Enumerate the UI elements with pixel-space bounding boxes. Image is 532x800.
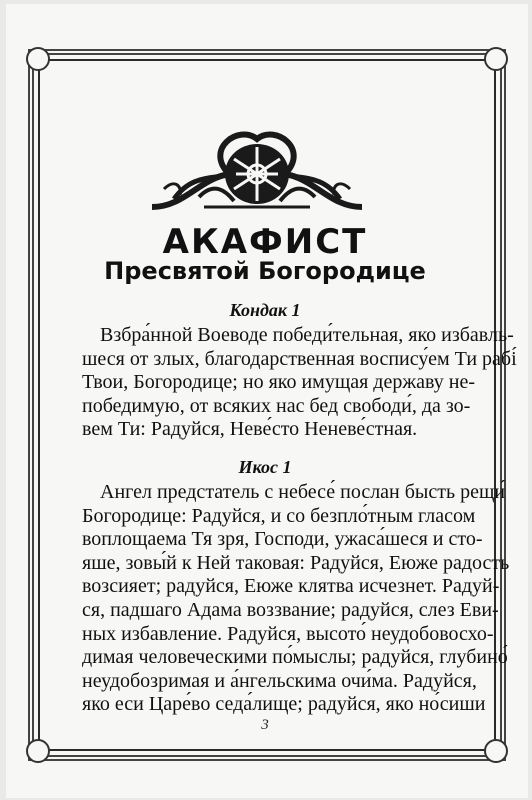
corner-ornament — [484, 47, 508, 71]
text-line: ся, падшаго Адама воззвание; радуйся, слез Еви- — [82, 598, 499, 621]
corner-ornament — [26, 47, 50, 71]
text-line: возсияет; радуйся, Еюже клятва исчезнет. Радуй- — [82, 575, 500, 598]
corner-ornament — [26, 739, 50, 763]
text-line: ных избавление. Радуйся, высото́ неудобовосхо- — [82, 622, 494, 645]
text-line: победимую, от всяких нас бед свободи́, да зо- — [82, 394, 471, 417]
text-line: Ангел предстатель с небесе́ послан бысть рещи́ — [100, 481, 506, 503]
text-line: яко еси Царе́во седа́лище; радуйся, яко но́сиши — [82, 693, 486, 716]
section-text-ikos — [82, 481, 510, 717]
section-text-kondak — [82, 324, 517, 442]
text-line: димая человеческими по́мыслы; радуйся, глубино́ — [82, 646, 508, 669]
text-line: Богородице: Радуйся, и со безпло́тным гласом — [82, 504, 476, 527]
section-heading-ikos: Икос 1 — [238, 457, 292, 477]
section-heading-kondak: Кондак 1 — [229, 300, 301, 320]
text-line: шеся от злых, благодарственная воспису́ем Ти рабі́ — [82, 347, 517, 370]
headpiece-ornament — [144, 119, 370, 214]
page-title: АКАФИСТ — [162, 222, 368, 262]
corner-ornament — [484, 739, 508, 763]
text-line: вем Ти: Радуйся, Неве́сто Неневе́стная. — [82, 418, 418, 441]
page-number: 3 — [261, 717, 269, 733]
text-line: яше, зовы́й к Ней таковая: Радуйся, Еюже радость — [82, 551, 510, 574]
text-line: Твои, Богородице; но яко имущая державу не- — [82, 371, 476, 394]
text-line: Взбра́нной Воеводе победи́тельная, яко избавль- — [100, 324, 514, 346]
page-subtitle: Пресвятой Богородице — [104, 257, 426, 285]
text-line: воплощаема Тя зря, Господи, ужаса́шеся и сто- — [82, 528, 483, 551]
text-line: неудобозримая и а́нгельскима очи́ма. Радуйся, — [82, 669, 477, 692]
